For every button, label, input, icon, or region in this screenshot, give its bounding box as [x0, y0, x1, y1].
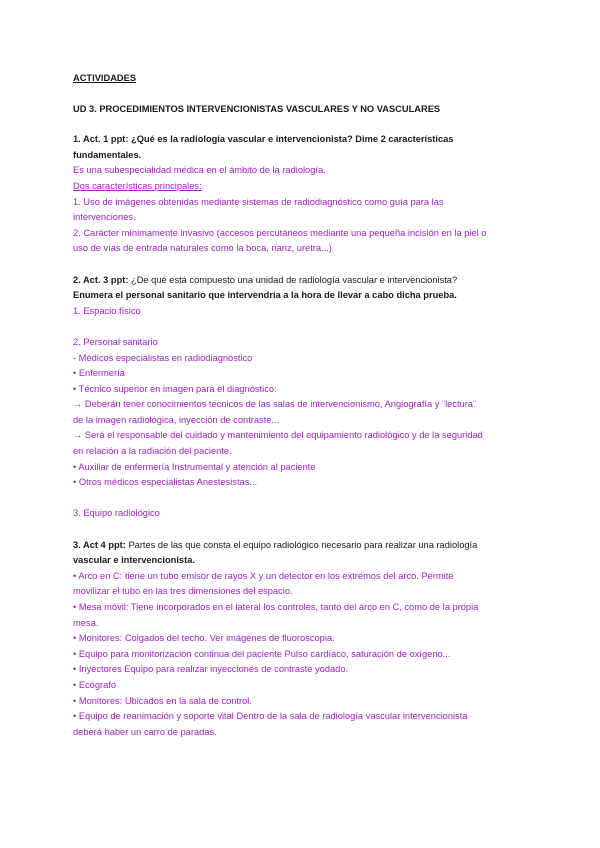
question-2-text-cont: Enumera el personal sanitario que intervendría a la hora de llevar a cabo dicha prueba.: [73, 290, 457, 301]
answer-2-line: de la imagen radiológica, inyección de contraste...: [73, 414, 280, 425]
answer-3-line: • Monitores: Colgados del techo. Ver imágenes de fluoroscopia.: [73, 633, 335, 644]
question-3-text: [73, 538, 543, 554]
answer-3-line: • Arco en C: tiene un tubo emisor de rayos X y un detector en los extremos del arco. Permite: [73, 570, 454, 581]
question-3-text-cont: vascular e intervencionista.: [73, 555, 195, 566]
answer-2-line: • Otros médicos especialistas Anestesistas...: [73, 477, 258, 488]
answer-2-line: en relación a la radiación del paciente.: [73, 446, 232, 457]
answer-2-line: • Auxiliar de enfermería Instrumental y atención al paciente: [73, 461, 316, 472]
answer-2-line: 1. Espacio físico: [73, 305, 141, 316]
answer-3-line: • Monitores: Ubicados en la sala de control.: [73, 695, 252, 706]
answer-2-line: → Será el responsable del cuidado y mantenimiento del equipamiento radiológico y de la seguridad: [73, 430, 483, 441]
answer-2-line: • Enfermería: [73, 368, 125, 379]
answer-3-line: • Equipo para monitorización continua del paciente Pulso cardíaco, saturación de oxígeno...: [73, 648, 451, 659]
answer-1-subheading: Dos características principales:: [73, 180, 202, 191]
question-2-prompt: ¿De qué está compuesto una unidad de radiología vascular e intervencionista?: [128, 274, 458, 285]
question-1-prompt: ¿Qué es la radiología vascular e intervencionista? Dime 2 características: [128, 134, 454, 145]
question-3-prompt: Partes de las que consta el equipo radiológico necesario para realizar una radiología: [125, 539, 478, 550]
answer-3-line: deberá haber un carro de paradas.: [73, 726, 217, 737]
answer-2-line: → Deberán tener conocimientos técnicos de las salas de intervencionismo, Angiografía y ¨lectura¨: [73, 399, 477, 410]
answer-1-line: 2. Carácter mínimamente invasivo (accesos percutáneos mediante una pequeña incisión en la piel o: [73, 227, 487, 238]
answer-3-line: • Mesa móvil: Tiene incorporados en el lateral los controles, tanto del arco en C, como de la propia: [73, 602, 479, 612]
question-3: [73, 538, 543, 741]
question-1: [73, 132, 543, 257]
answer-2-line: 2. Personal sanitario: [73, 336, 158, 347]
question-2-label: 2. Act. 3 ppt:: [73, 274, 129, 285]
unit-heading: UD 3. PROCEDIMIENTOS INTERVENCIONISTAS VASCULARES Y NO VASCULARES: [73, 103, 441, 114]
question-2: [73, 273, 543, 523]
document-page: [73, 71, 543, 740]
question-1-label: 1. Act. 1 ppt:: [73, 134, 129, 145]
question-2-text: [73, 273, 543, 289]
answer-3-line: movilizar el tubo en las tres dimensiones del espacio.: [73, 586, 293, 597]
question-1-text-cont: fundamentales.: [73, 149, 142, 160]
answer-1-line: 1. Uso de imágenes obtenidas mediante sistemas de radiodiagnóstico como guía para las: [73, 196, 444, 207]
question-1-text: [73, 132, 543, 148]
answer-3-line: • Inyectores Equipo para realizar inyecciones de contraste yodado.: [73, 664, 349, 675]
answer-3-line: mesa.: [73, 617, 99, 628]
question-3-label: 3. Act 4 ppt:: [73, 539, 126, 550]
answer-1-line: Es una subespecialidad médica en el ámbito de la radiología.: [73, 165, 326, 176]
answer-2-line: - Médicos especialistas en radiodiagnóstico: [73, 352, 253, 363]
answer-1-line: uso de vías de entrada naturales como la boca, nariz, uretra...): [73, 243, 332, 254]
answer-2-line: 3. Equipo radiológico: [73, 508, 160, 519]
answer-3-line: • Ecógrafo: [73, 679, 117, 690]
answer-2-line: • Técnico superior en imagen para el diagnóstico:: [73, 383, 277, 394]
answer-3-line: • Equipo de reanimación y soporte vital Dentro de la sala de radiología vascular intervencionista: [73, 711, 468, 722]
answer-1-line: intervenciones.: [73, 212, 136, 223]
document-title: ACTIVIDADES: [73, 73, 137, 83]
